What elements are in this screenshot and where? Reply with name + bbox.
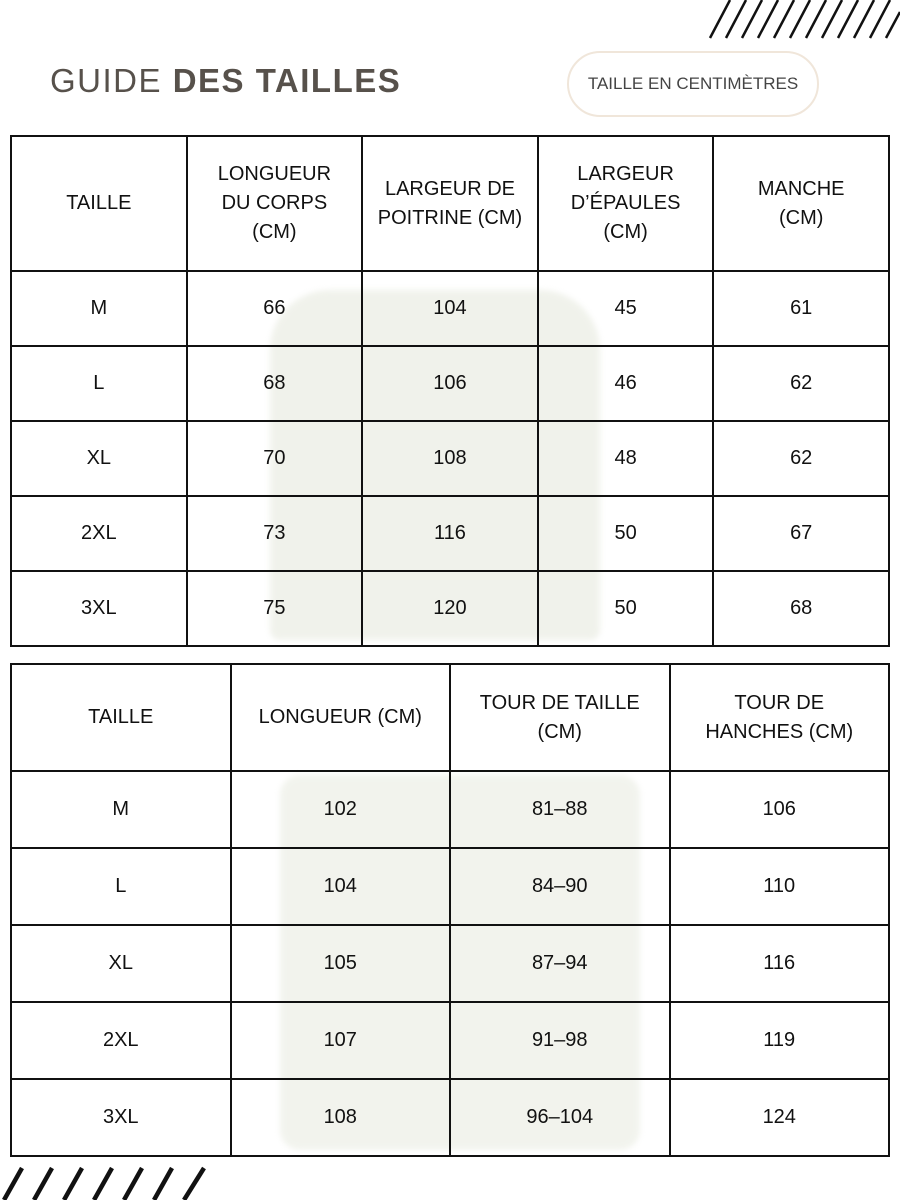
jacket-size-table	[10, 135, 890, 647]
table-row	[11, 925, 889, 1002]
table-row	[11, 771, 889, 848]
header-cell: LONGUEUR DU CORPS (CM)	[187, 136, 363, 271]
table-cell: 50	[538, 571, 714, 646]
table-cell: 106	[362, 346, 538, 421]
header-cell: TOUR DE HANCHES (CM)	[670, 664, 890, 771]
header-cell: MANCHE (CM)	[713, 136, 889, 271]
table-cell: L	[11, 346, 187, 421]
header-cell: LARGEUR DE POITRINE (CM)	[362, 136, 538, 271]
table-cell: 108	[231, 1079, 451, 1156]
table-cell: 2XL	[11, 496, 187, 571]
header-cell: TAILLE	[11, 136, 187, 271]
decorative-slashes-top	[700, 0, 900, 40]
table-cell: 3XL	[11, 571, 187, 646]
table-cell: L	[11, 848, 231, 925]
table-row	[11, 571, 889, 646]
header-cell: TOUR DE TAILLE (CM)	[450, 664, 670, 771]
table-cell: 102	[231, 771, 451, 848]
table-cell: 70	[187, 421, 363, 496]
header-cell: LONGUEUR (CM)	[231, 664, 451, 771]
table-row	[11, 848, 889, 925]
table-cell: 50	[538, 496, 714, 571]
table-cell: 106	[670, 771, 890, 848]
table-cell: 81–88	[450, 771, 670, 848]
table-row	[11, 346, 889, 421]
table-cell: 67	[713, 496, 889, 571]
table-cell: 124	[670, 1079, 890, 1156]
table-cell: 2XL	[11, 1002, 231, 1079]
unit-badge: TAILLE EN CENTIMÈTRES	[567, 51, 819, 117]
table-cell: 96–104	[450, 1079, 670, 1156]
table-cell: 87–94	[450, 925, 670, 1002]
pants-size-table	[10, 663, 890, 1157]
table-cell: 75	[187, 571, 363, 646]
table-cell: 116	[362, 496, 538, 571]
table-cell: 66	[187, 271, 363, 346]
table-cell: 61	[713, 271, 889, 346]
table-cell: 107	[231, 1002, 451, 1079]
decorative-slashes-bottom	[0, 1166, 220, 1200]
header-cell: LARGEUR D’ÉPAULES (CM)	[538, 136, 714, 271]
table-cell: M	[11, 771, 231, 848]
table-cell: M	[11, 271, 187, 346]
table-cell: 116	[670, 925, 890, 1002]
table-header-row	[11, 664, 889, 771]
table-header-row	[11, 136, 889, 271]
table-row	[11, 271, 889, 346]
table-cell: 108	[362, 421, 538, 496]
table-cell: 120	[362, 571, 538, 646]
table-row	[11, 496, 889, 571]
table-cell: 73	[187, 496, 363, 571]
table-cell: 62	[713, 421, 889, 496]
table-cell: 3XL	[11, 1079, 231, 1156]
header-cell: TAILLE	[11, 664, 231, 771]
table-cell: 45	[538, 271, 714, 346]
page-title: GUIDE DES TAILLES	[50, 62, 402, 99]
table-cell: XL	[11, 925, 231, 1002]
table-cell: 91–98	[450, 1002, 670, 1079]
table-cell: 104	[362, 271, 538, 346]
table-cell: 68	[713, 571, 889, 646]
table-cell: 119	[670, 1002, 890, 1079]
table-cell: 104	[231, 848, 451, 925]
table-row	[11, 1079, 889, 1156]
table-row	[11, 1002, 889, 1079]
table-cell: 48	[538, 421, 714, 496]
table-cell: 62	[713, 346, 889, 421]
table-cell: 110	[670, 848, 890, 925]
table-cell: 84–90	[450, 848, 670, 925]
table-cell: 105	[231, 925, 451, 1002]
table-cell: 46	[538, 346, 714, 421]
table-cell: 68	[187, 346, 363, 421]
table-cell: XL	[11, 421, 187, 496]
table-row	[11, 421, 889, 496]
